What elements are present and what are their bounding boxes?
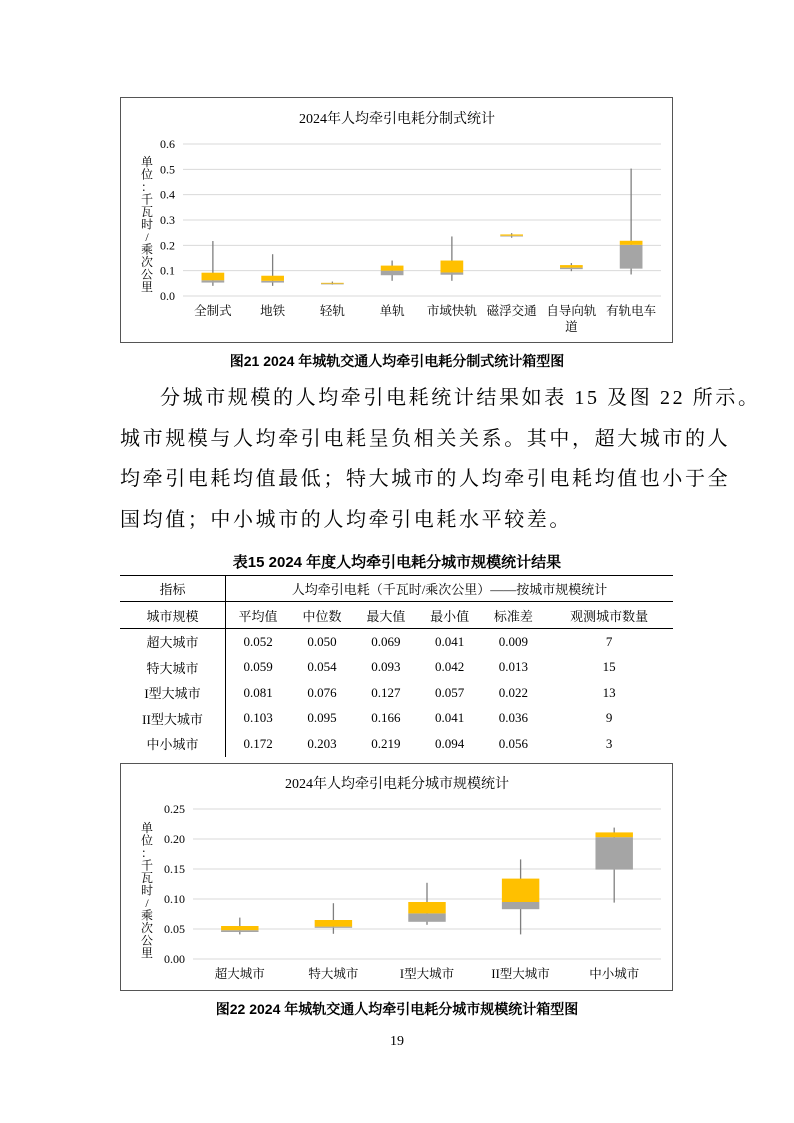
table-cell: 0.094 <box>434 735 465 751</box>
header-cell: 指标 <box>120 576 226 602</box>
y-axis-label-char: 单 <box>140 155 154 169</box>
y-tick-label: 0.5 <box>160 162 175 177</box>
x-category-label: 轻轨 <box>319 304 345 318</box>
y-axis-label <box>141 155 153 294</box>
y-axis-label-char: 位 <box>140 833 154 848</box>
row-label: II型大城市 <box>120 706 226 732</box>
y-axis-label-char: 次 <box>140 255 154 269</box>
city-scale-table <box>120 575 673 757</box>
box-lower-q1-median <box>261 281 284 283</box>
x-category-label: I型大城市 <box>399 967 455 981</box>
table-cell: 0.093 <box>371 659 401 675</box>
header-cell: 平均值 <box>226 602 291 629</box>
box-4 <box>381 261 404 281</box>
y-tick-label: 0.4 <box>160 187 175 202</box>
box-upper-median-q3 <box>261 276 284 281</box>
table-cell: 0.219 <box>371 735 401 751</box>
figure-22-caption: 图22 2024 年城轨交通人均牵引电耗分城市规模统计箱型图 <box>215 1001 579 1017</box>
table-cell: 0.069 <box>371 633 401 649</box>
header-cell: 标准差 <box>482 602 546 629</box>
header-cell: 人均牵引电耗（千瓦时/乘次公里）——按城市规模统计 <box>226 576 674 602</box>
header-cell: 最大值 <box>354 602 418 629</box>
box-lower-q1-median <box>408 913 445 921</box>
row-label: I型大城市 <box>120 680 226 706</box>
box-lower-q1-median <box>221 930 258 932</box>
y-tick-label: 0.0 <box>160 289 175 303</box>
table-cell: 0.041 <box>434 710 465 726</box>
table-cell: 0.036 <box>498 710 529 726</box>
row-label: 特大城市 <box>120 655 226 681</box>
table-cell: 0.056 <box>498 735 529 751</box>
header-cell: 观测城市数量 <box>545 602 673 629</box>
y-axis-label-char: 位 <box>140 167 154 182</box>
y-axis-label <box>141 821 153 960</box>
table-cell: 0.022 <box>498 684 529 700</box>
table-header-row <box>120 576 673 602</box>
table-cell: 0.013 <box>498 659 529 675</box>
box-upper-median-q3 <box>321 283 344 284</box>
box-lower-q1-median <box>321 284 344 285</box>
box-lower-q1-median <box>560 268 583 270</box>
y-axis-label-char: 单 <box>140 821 154 835</box>
x-category-label: 市域快轨 <box>426 304 477 318</box>
page-number: 19 <box>390 1034 404 1049</box>
x-category-label: 自导向轨 <box>546 304 597 318</box>
box-1 <box>221 918 258 935</box>
y-tick-label: 0.2 <box>160 238 175 253</box>
y-axis-label-char: 次 <box>140 921 154 935</box>
table-cell: 0.095 <box>307 710 337 726</box>
table-cell: 13 <box>602 684 616 700</box>
table-cell: 0.057 <box>434 684 465 700</box>
y-tick-label: 0.05 <box>164 922 185 936</box>
table-row <box>120 706 673 732</box>
x-category-label: II型大城市 <box>491 967 550 981</box>
box-5 <box>441 236 464 280</box>
table-row <box>120 731 673 757</box>
table-row <box>120 629 673 655</box>
box-lower-q1-median <box>502 902 539 909</box>
box-upper-median-q3 <box>500 234 523 235</box>
box-7 <box>560 263 583 271</box>
table-row <box>120 655 673 681</box>
box-3 <box>321 282 344 285</box>
box-lower-q1-median <box>595 837 632 869</box>
y-axis-label-char: / <box>145 230 149 244</box>
y-axis-label-char: 里 <box>140 280 154 294</box>
y-tick-label: 0.20 <box>164 832 185 846</box>
y-tick-label: 0.10 <box>164 892 185 906</box>
y-axis-label-char: 里 <box>140 946 154 960</box>
table-cell: 0.054 <box>307 659 337 675</box>
table-row <box>120 680 673 706</box>
x-category-label: 单轨 <box>379 304 405 318</box>
y-axis-label-char: ： <box>140 180 154 194</box>
box-upper-median-q3 <box>315 920 352 927</box>
box-lower-q1-median <box>500 236 523 237</box>
chart-by-city-scale-svg <box>121 764 674 992</box>
table-cell: 0.076 <box>307 684 337 700</box>
y-tick-label: 0.25 <box>164 802 185 816</box>
header-cell: 城市规模 <box>120 602 226 629</box>
box-8 <box>620 169 643 275</box>
figure-21-caption: 图21 2024 年城轨交通人均牵引电耗分制式统计箱型图 <box>229 353 565 369</box>
table-cell: 0.042 <box>434 659 465 675</box>
chart-title: 2024年人均牵引电耗分制式统计 <box>299 112 495 127</box>
box-lower-q1-median <box>381 271 404 276</box>
header-cell: 中位数 <box>290 602 354 629</box>
chart-by-system <box>120 97 673 343</box>
table-cell: 0.127 <box>371 684 401 700</box>
box-upper-median-q3 <box>408 902 445 913</box>
y-axis-label-char: 公 <box>140 933 154 948</box>
x-category-label: 超大城市 <box>214 967 265 981</box>
box-upper-median-q3 <box>221 926 258 930</box>
y-axis-label-char: 时 <box>140 883 154 898</box>
table-cell: 0.052 <box>243 633 273 649</box>
table-15-caption: 表15 2024 年度人均牵引电耗分城市规模统计结果 <box>232 554 562 571</box>
box-lower-q1-median <box>315 927 352 928</box>
paragraph-line-4: 国均值；中小城市的人均牵引电耗水平较差。 <box>120 509 572 531</box>
table-cell: 0.172 <box>243 735 273 751</box>
box-upper-median-q3 <box>202 273 225 281</box>
y-axis-label-char: 时 <box>140 217 154 232</box>
table-cell: 3 <box>605 735 613 751</box>
box-4 <box>502 859 539 934</box>
y-tick-label: 0.3 <box>160 213 175 227</box>
x-category-label: 中小城市 <box>589 967 640 981</box>
table-cell: 0.009 <box>498 633 529 649</box>
box-5 <box>595 828 632 903</box>
y-axis-label-char: 瓦 <box>140 205 154 219</box>
y-axis-label-char: 乘 <box>140 908 154 923</box>
y-axis-label-char: ： <box>140 846 154 860</box>
row-label: 超大城市 <box>120 629 226 655</box>
x-category-label: 有轨电车 <box>606 304 657 318</box>
box-upper-median-q3 <box>560 265 583 268</box>
chart-title: 2024年人均牵引电耗分城市规模统计 <box>285 777 509 792</box>
box-upper-median-q3 <box>502 879 539 902</box>
table-cell: 9 <box>605 710 613 726</box>
y-axis-label-char: 千 <box>140 858 154 873</box>
y-tick-label: 0.15 <box>164 862 185 876</box>
table-cell: 7 <box>605 633 613 649</box>
y-tick-label: 0.1 <box>160 263 175 278</box>
row-label: 中小城市 <box>120 731 226 757</box>
box-upper-median-q3 <box>381 266 404 271</box>
box-lower-q1-median <box>620 245 643 269</box>
table-cell: 15 <box>602 659 616 675</box>
table-cell: 0.166 <box>371 710 401 726</box>
y-axis-label-char: 公 <box>140 267 154 282</box>
box-6 <box>500 233 523 238</box>
header-cell: 最小值 <box>418 602 482 629</box>
box-upper-median-q3 <box>595 832 632 837</box>
box-2 <box>261 254 284 286</box>
paragraph-line-2: 城市规模与人均牵引电耗呈负相关关系。其中，超大城市的人 <box>120 428 731 450</box>
chart-by-city-scale <box>120 763 673 991</box>
paragraph-line-1: 分城市规模的人均牵引电耗统计结果如表 15 及图 22 所示。 <box>160 387 761 409</box>
box-3 <box>408 883 445 925</box>
x-category-label: 道 <box>565 320 578 334</box>
x-category-label: 地铁 <box>260 304 286 318</box>
y-tick-label: 0.00 <box>164 952 185 966</box>
box-upper-median-q3 <box>620 241 643 245</box>
table-cell: 0.050 <box>307 633 337 649</box>
y-axis-label-char: / <box>145 896 149 910</box>
paragraph-line-3: 均牵引电耗均值最低；特大城市的人均牵引电耗均值也小于全 <box>120 468 731 490</box>
box-1 <box>202 241 225 286</box>
box-lower-q1-median <box>202 280 225 282</box>
chart-by-system-svg <box>121 98 674 344</box>
y-tick-label: 0.6 <box>160 137 175 151</box>
table-cell: 0.103 <box>243 710 273 726</box>
table-cell: 0.081 <box>243 684 273 700</box>
table-cell: 0.059 <box>243 659 273 675</box>
box-upper-median-q3 <box>441 261 464 273</box>
table-cell: 0.203 <box>307 735 337 751</box>
y-axis-label-char: 千 <box>140 192 154 207</box>
y-axis-label-char: 乘 <box>140 242 154 257</box>
x-category-label: 特大城市 <box>308 967 359 981</box>
x-category-label: 磁浮交通 <box>486 304 537 318</box>
table-cell: 0.041 <box>434 633 465 649</box>
table-header-row <box>120 602 673 629</box>
box-lower-q1-median <box>441 272 464 274</box>
y-axis-label-char: 瓦 <box>140 871 154 885</box>
x-category-label: 全制式 <box>194 304 232 318</box>
